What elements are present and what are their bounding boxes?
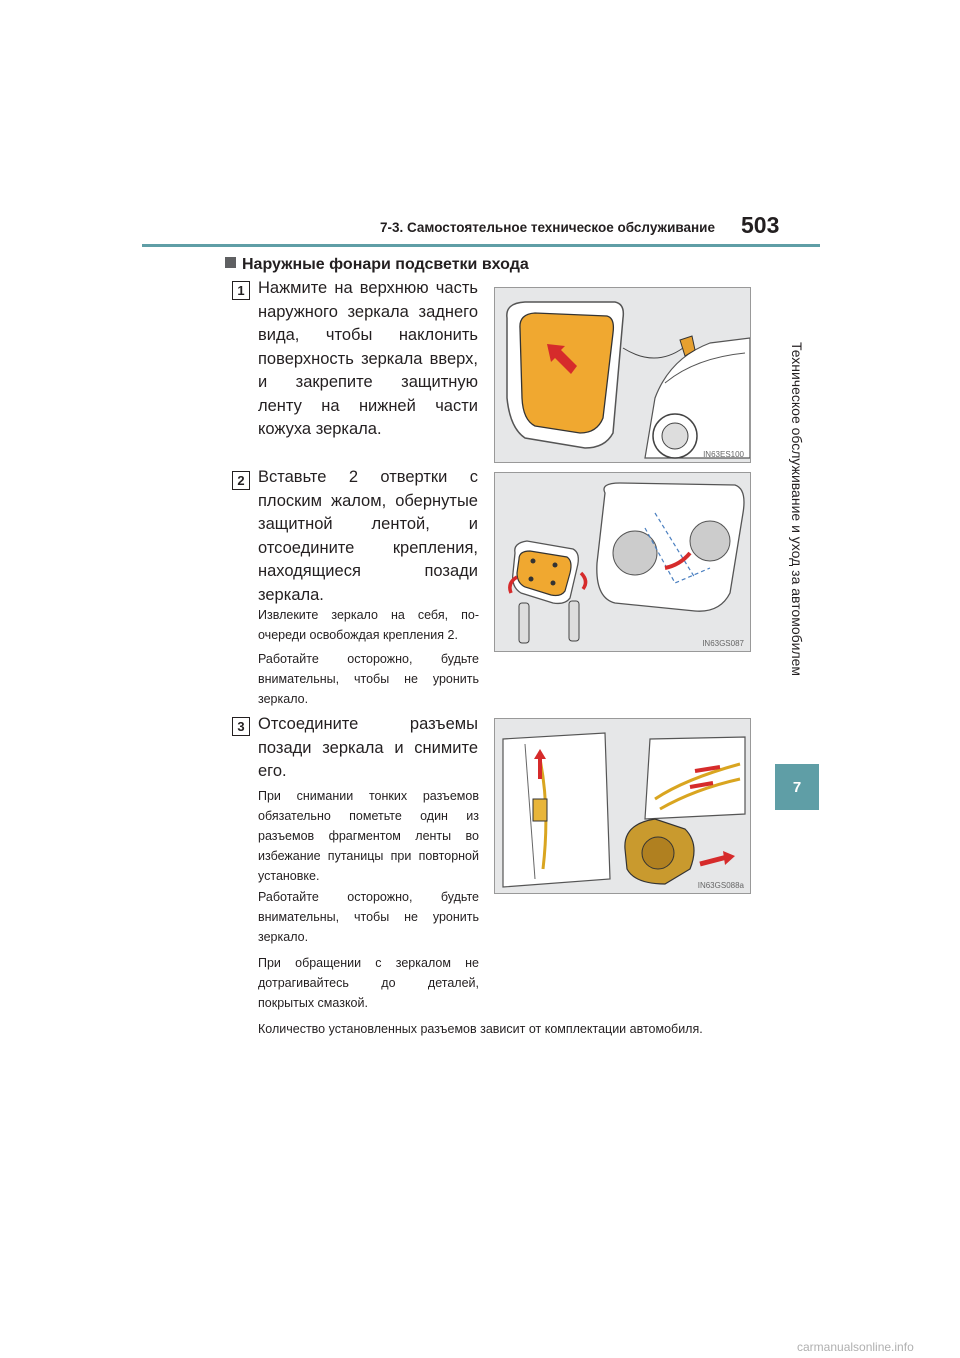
image-code-2: IN63GS087 — [702, 639, 744, 648]
section-title: 7-3. Самостоятельное техническое обслуживание — [380, 220, 715, 235]
square-bullet-icon — [225, 257, 236, 268]
side-tab-text-wrap — [775, 254, 819, 764]
side-tab-text: Техническое обслуживание и уход за автомобилем — [789, 341, 805, 677]
step-text-2: Вставьте 2 отвертки с плоским жалом, обернутые защитной лентой, и отсоедините крепления, находящиеся позади зеркала. — [258, 468, 478, 604]
illustration-step-3 — [494, 718, 751, 894]
note-2-2: Работайте осторожно, будьте внимательны, чтобы не уронить зеркало. — [258, 652, 479, 706]
step-number-3: 3 — [232, 717, 250, 736]
note-3-3: При обращении с зеркалом не дотрагивайтесь до деталей, покрытых смазкой. — [258, 956, 479, 1010]
mirror-clip-release-illustration — [495, 473, 750, 651]
page-number: 503 — [741, 212, 780, 238]
image-code-3: IN63GS088a — [697, 881, 744, 890]
section-heading — [225, 256, 529, 274]
note-3-2: Работайте осторожно, будьте внимательны, чтобы не уронить зеркало. — [258, 890, 479, 944]
step-text-1: Нажмите на верхнюю часть наружного зеркала заднего вида, чтобы наклонить поверхность зеркала вверх, и закрепите защитную ленту на нижней части кожуха зеркала. — [258, 279, 478, 438]
step-number-2: 2 — [232, 471, 250, 490]
mirror-tilt-illustration — [495, 288, 750, 462]
header-rule — [142, 244, 820, 247]
watermark: carmanualsonline.info — [797, 1340, 914, 1354]
illustration-step-2 — [494, 472, 751, 652]
footer-note: Количество установленных разъемов зависит от комплектации автомобиля. — [258, 1022, 703, 1036]
illustration-step-1 — [494, 287, 751, 463]
step-text-3: Отсоедините разъемы позади зеркала и снимите его. — [258, 715, 478, 780]
step-number-1: 1 — [232, 281, 250, 300]
connector-disconnect-illustration — [495, 719, 750, 893]
image-code-1: IN63ES100 — [703, 450, 744, 459]
chapter-number: 7 — [775, 764, 819, 810]
section-heading-text: Наружные фонари подсветки входа — [242, 256, 529, 273]
note-2-1: Извлеките зеркало на себя, по-очереди освобождая крепления 2. — [258, 608, 479, 642]
note-3-1: При снимании тонких разъемов обязательно пометьте один из разъемов фрагментом ленты во избежание путаницы при повторной установке. — [258, 789, 479, 883]
